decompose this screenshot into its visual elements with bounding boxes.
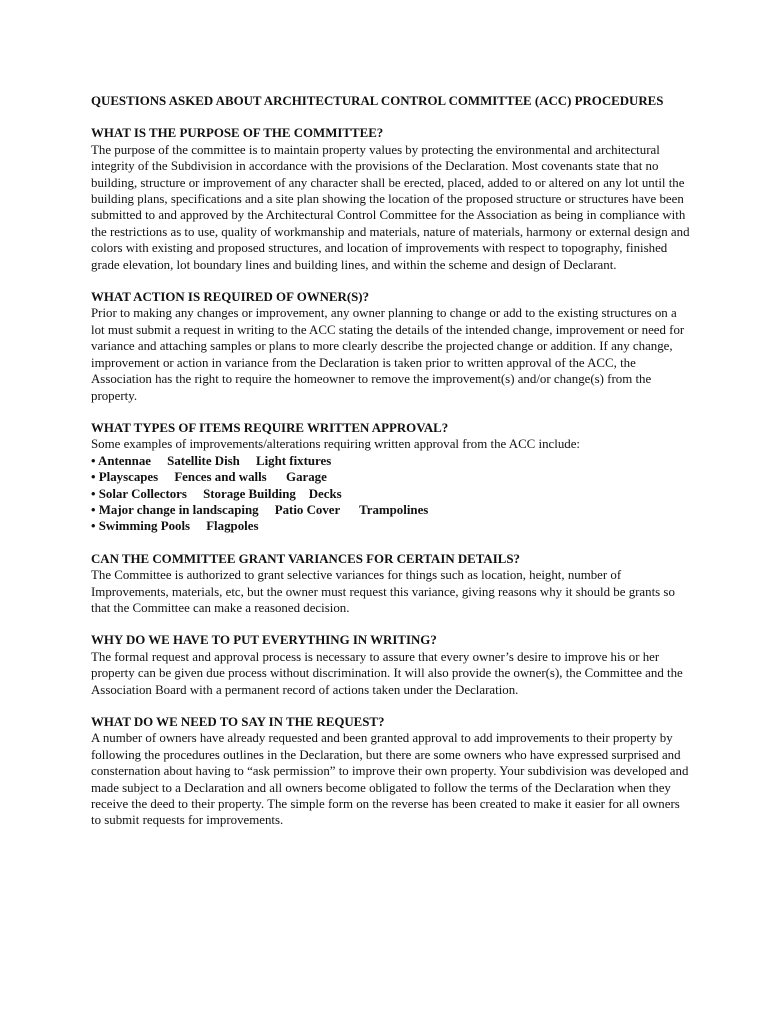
section-body: A number of owners have already requested and been granted approval to add improvements to their property by following the procedures outlines in the Declaration, but there are some owners who have expressed surprised and consternation about having to “ask permission” to improve their own property. Your subdivision was developed and made subject to a Declaration and all owners become obligated to follow the terms of the Declaration when they receive the deed to their property. The simple form on the reverse has been created to make it easier for all owners to submit requests for improvements. xyxy=(91,731,689,828)
bullet-item-row: • Antennae Satellite Dish Light fixtures xyxy=(91,453,332,468)
bullet-item-row: • Major change in landscaping Patio Cover Trampolines xyxy=(91,502,429,517)
section-writing xyxy=(91,632,691,698)
section-heading: CAN THE COMMITTEE GRANT VARIANCES FOR CERTAIN DETAILS? xyxy=(91,551,520,566)
section-approval-items xyxy=(91,420,691,535)
section-heading: WHY DO WE HAVE TO PUT EVERYTHING IN WRITING? xyxy=(91,633,437,648)
document-title: QUESTIONS ASKED ABOUT ARCHITECTURAL CONTROL COMMITTEE (ACC) PROCEDURES xyxy=(91,94,664,108)
section-heading: WHAT TYPES OF ITEMS REQUIRE WRITTEN APPROVAL? xyxy=(91,420,449,435)
section-body: The Committee is authorized to grant selective variances for things such as location, height, number of Improvements, materials, etc, but the owner must request this variance, giving reasons why it should be grants so that the Committee can make a reasoned decision. xyxy=(91,568,675,615)
section-heading: WHAT IS THE PURPOSE OF THE COMMITTEE? xyxy=(91,126,384,141)
section-body: Some examples of improvements/alterations requiring written approval from the ACC include: xyxy=(91,437,581,452)
section-body: The formal request and approval process is necessary to assure that every owner’s desire to improve his or her property can be given due process without discrimination. It will also provide the owner(s), the Committee and the Association Board with a permanent record of actions taken under the Declaration. xyxy=(91,649,683,697)
bullet-item-row: • Swimming Pools Flagpoles xyxy=(91,519,259,534)
document-page xyxy=(91,93,691,845)
section-variances xyxy=(91,551,691,617)
section-purpose xyxy=(91,125,691,273)
section-body: The purpose of the committee is to maintain property values by protecting the environmental and architectural integrity of the Subdivision in accordance with the provisions of the Declaration. Most covenants state that no building, structure or improvement of any character shall be erected, placed, added to or altered on any lot until the building plans, specifications and a site plan showing the location of the proposed structure or structures have been submitted to and approved by the Architectural Control Committee for the Association as being in compliance with the restrictions as to use, quality of workmanship and materials, nature of materials, harmony or external design and colors with existing and proposed structures, and location of improvements with respect to topography, finished grade elevation, lot boundary lines and building lines, and within the scheme and design of Declarant. xyxy=(91,142,690,272)
section-request xyxy=(91,714,691,829)
section-body: Prior to making any changes or improvement, any owner planning to change or add to the existing structures on a lot must submit a request in writing to the ACC stating the details of the intended change, improvement or need for variance and attaching samples or plans to more clearly describe the projected change or addition. If any change, improvement or action in variance from the Declaration is taken prior to written approval of the ACC, the Association has the right to require the homeowner to remove the improvement(s) and/or change(s) from the property. xyxy=(91,306,685,403)
section-heading: WHAT DO WE NEED TO SAY IN THE REQUEST? xyxy=(91,715,385,729)
bullet-item-row: • Playscapes Fences and walls Garage xyxy=(91,470,327,485)
section-heading: WHAT ACTION IS REQUIRED OF OWNER(S)? xyxy=(91,290,370,305)
bullet-item-row: • Solar Collectors Storage Building Decks xyxy=(91,486,342,501)
section-owner-action xyxy=(91,289,691,404)
